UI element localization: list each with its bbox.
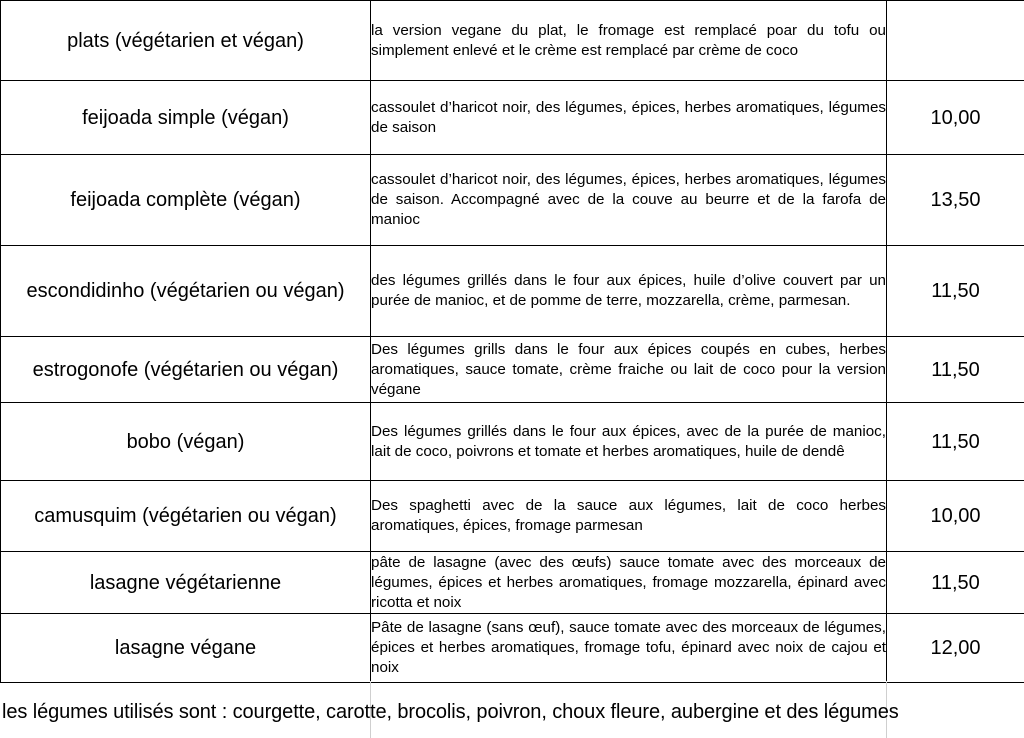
vegetables-note: les légumes utilisés sont : courgette, carotte, brocolis, poivron, choux fleure, aubergine et des légumes xyxy=(2,701,899,723)
menu-row xyxy=(1,1,1024,81)
dish-name: escondidinho (végétarien ou végan) xyxy=(1,246,371,337)
dish-description: Des légumes grillés dans le four aux épices, avec de la purée de manioc, lait de coco, poivrons et tomate et herbes aromatiques, huile de dendê xyxy=(371,403,887,481)
dish-name: plats (végétarien et végan) xyxy=(1,1,371,81)
menu-row xyxy=(1,481,1024,552)
dish-description: des légumes grillés dans le four aux épices, huile d’olive couvert par un purée de manioc, et de pomme de terre, mozzarella, crème, parmesan. xyxy=(371,246,887,337)
dish-name: lasagne végane xyxy=(1,614,371,683)
dish-price: 11,50 xyxy=(887,246,1024,337)
dish-price: 13,50 xyxy=(887,155,1024,246)
dish-description: cassoulet d’haricot noir, des légumes, épices, herbes aromatiques, légumes de saison. Accompagné avec de la couve au beurre et de la farofa de manioc xyxy=(371,155,887,246)
dish-price: 11,50 xyxy=(887,552,1024,614)
footer-row xyxy=(0,681,1024,738)
dish-price: 12,00 xyxy=(887,614,1024,683)
dish-description: Des légumes grills dans le four aux épices coupés en cubes, herbes aromatiques, sauce tomate, crème fraiche ou lait de coco pour la version végane xyxy=(371,337,887,403)
dish-price: 10,00 xyxy=(887,81,1024,155)
dish-description: cassoulet d’haricot noir, des légumes, épices, herbes aromatiques, légumes de saison xyxy=(371,81,887,155)
dish-name: feijoada complète (végan) xyxy=(1,155,371,246)
menu-row xyxy=(1,403,1024,481)
menu-row xyxy=(1,337,1024,403)
dish-description: Des spaghetti avec de la sauce aux légumes, lait de coco herbes aromatiques, épices, fromage parmesan xyxy=(371,481,887,552)
dish-description: Pâte de lasagne (sans œuf), sauce tomate avec des morceaux de légumes, épices et herbes aromatiques, fromage tofu, épinard avec noix de cajou et noix xyxy=(371,614,887,683)
menu-row xyxy=(1,614,1024,683)
dish-price: 11,50 xyxy=(887,337,1024,403)
menu-row xyxy=(1,155,1024,246)
dish-description: la version vegane du plat, le fromage est remplacé poar du tofu ou simplement enlevé et le crème est remplacé par crème de coco xyxy=(371,1,887,81)
dish-name: bobo (végan) xyxy=(1,403,371,481)
dish-name: feijoada simple (végan) xyxy=(1,81,371,155)
menu-row xyxy=(1,552,1024,614)
dish-price: 11,50 xyxy=(887,403,1024,481)
menu-row xyxy=(1,246,1024,337)
dish-name: lasagne végétarienne xyxy=(1,552,371,614)
dish-price: 10,00 xyxy=(887,481,1024,552)
dish-price xyxy=(887,1,1024,81)
menu-row xyxy=(1,81,1024,155)
dish-name: estrogonofe (végétarien ou végan) xyxy=(1,337,371,403)
dish-description: pâte de lasagne (avec des œufs) sauce tomate avec des morceaux de légumes, épices et herbes aromatiques, fromage mozzarella, épinard avec ricotta et noix xyxy=(371,552,887,614)
dish-name: camusquim (végétarien ou végan) xyxy=(1,481,371,552)
